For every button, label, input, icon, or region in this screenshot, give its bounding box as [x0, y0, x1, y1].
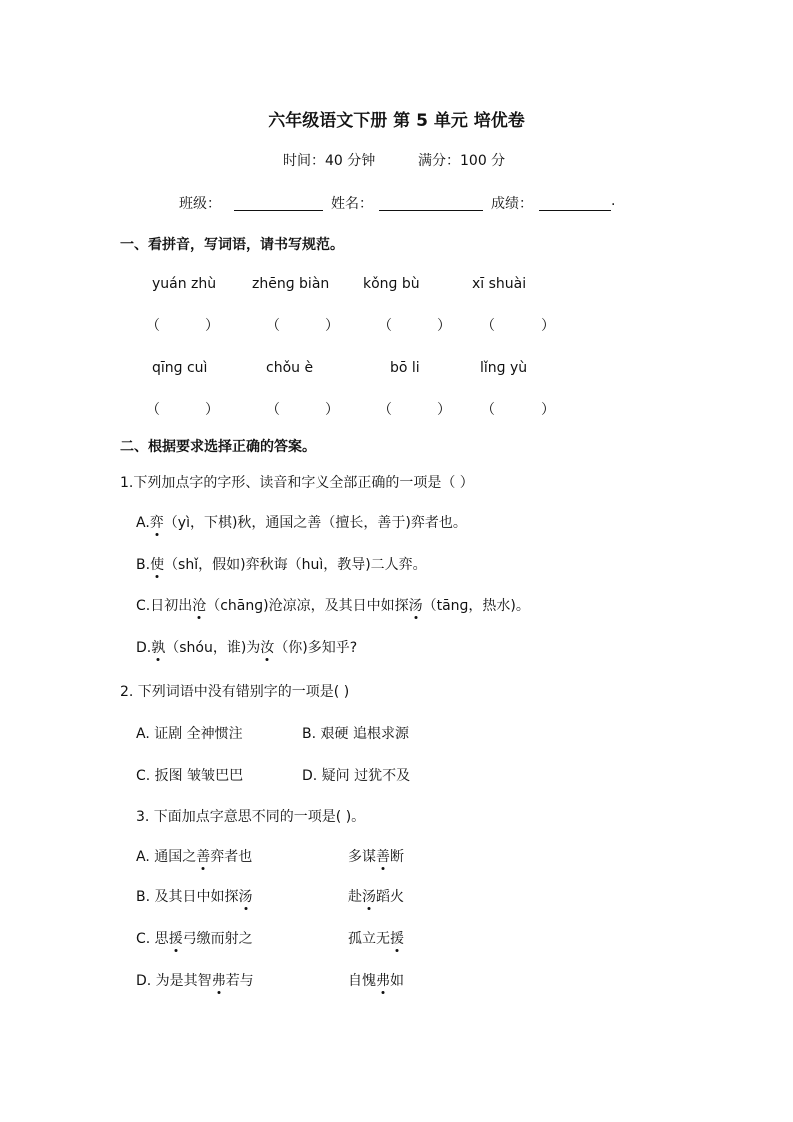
- q2-stem: 2. 下列词语中没有错别字的一项是( ): [120, 684, 350, 700]
- pinyin-item: kǒnɡ bù: [363, 276, 420, 292]
- answer-paren-open: （: [378, 318, 392, 334]
- dotted-char: 汤: [409, 595, 423, 615]
- option-text: D. 为是其智: [136, 973, 212, 989]
- answer-paren-close: ）: [325, 318, 339, 334]
- option-text: （shǐ，假如)弈秋诲（huì，教导)二人弈。: [164, 557, 427, 573]
- option-text: A. 通国之: [136, 849, 197, 865]
- option-text: 若与: [225, 973, 254, 989]
- q2-option-b[interactable]: B. 艰硬 追根求源: [302, 726, 409, 742]
- option-text: 赴: [348, 889, 362, 905]
- answer-paren-open: （: [481, 402, 495, 418]
- class-blank[interactable]: [234, 210, 323, 211]
- option-text: C. 思: [136, 931, 169, 947]
- dotted-char: 援: [390, 928, 404, 948]
- option-text: B. 及其日中如探: [136, 889, 239, 905]
- q1-option-a[interactable]: [136, 512, 467, 532]
- answer-paren-open: （: [266, 318, 280, 334]
- pinyin-item: zhēnɡ biàn: [252, 276, 330, 292]
- option-text: 多谋: [348, 849, 376, 865]
- q1-option-d[interactable]: [136, 637, 357, 657]
- option-text: 孤立无: [348, 931, 390, 947]
- q3-option-d-compare: [348, 970, 404, 990]
- option-text: 如: [390, 973, 404, 989]
- answer-paren-open: （: [146, 318, 160, 334]
- q3-stem: 3. 下面加点字意思不同的一项是( )。: [136, 809, 366, 825]
- option-label: A.: [136, 515, 150, 531]
- q3-option-c[interactable]: [136, 928, 253, 948]
- page-title: 六年级语文下册 第 5 单元 培优卷: [268, 111, 525, 131]
- grade-label: 成绩：: [491, 196, 533, 212]
- dotted-char: 援: [169, 928, 183, 948]
- dotted-char: 汤: [239, 886, 253, 906]
- dotted-char: 汤: [362, 886, 376, 906]
- dotted-char: 沧: [192, 595, 206, 615]
- q3-option-b-compare: [348, 886, 404, 906]
- q2-option-c[interactable]: C. 扳图 皱皱巴巴: [136, 768, 244, 784]
- dotted-char: 善: [196, 846, 210, 866]
- q3-option-a[interactable]: [136, 846, 252, 866]
- class-label: 班级：: [179, 196, 221, 212]
- q3-option-c-compare: [348, 928, 404, 948]
- dotted-char: 弈: [150, 512, 164, 532]
- option-text: （tānɡ，热水)。: [422, 598, 530, 614]
- answer-paren-close: ）: [437, 318, 451, 334]
- q2-option-d[interactable]: D. 疑问 过犹不及: [302, 768, 411, 784]
- dotted-char: 孰: [151, 637, 165, 657]
- end-dot: .: [611, 193, 616, 209]
- section2-heading: 二、根据要求选择正确的答案。: [120, 439, 316, 455]
- score-info: 满分：100 分: [418, 153, 506, 169]
- pinyin-item: yuán zhù: [152, 276, 217, 292]
- q2-option-a[interactable]: A. 证剧 全神惯注: [136, 726, 243, 742]
- answer-paren-close: ）: [205, 402, 219, 418]
- option-text: （shóu，谁)为: [165, 640, 261, 656]
- q1-option-c[interactable]: [136, 595, 530, 615]
- grade-blank[interactable]: [539, 210, 611, 211]
- option-text: 弓缴而射之: [182, 931, 253, 947]
- dotted-char: 汝: [260, 637, 274, 657]
- name-blank[interactable]: [379, 210, 483, 211]
- dotted-char: 弗: [212, 970, 226, 990]
- option-label: C.日初出: [136, 598, 193, 614]
- answer-paren-close: ）: [205, 318, 219, 334]
- answer-paren-close: ）: [541, 318, 555, 334]
- dotted-char: 使: [150, 554, 164, 574]
- q3-option-d[interactable]: [136, 970, 254, 990]
- pinyin-item: bō li: [390, 360, 420, 376]
- q3-option-b[interactable]: [136, 886, 253, 906]
- q1-option-b[interactable]: [136, 554, 427, 574]
- answer-paren-close: ）: [541, 402, 555, 418]
- option-label: B.: [136, 557, 151, 573]
- answer-paren-open: （: [481, 318, 495, 334]
- option-text: 弈者也: [210, 849, 253, 865]
- time-info: 时间：40 分钟: [283, 153, 376, 169]
- dotted-char: 善: [376, 846, 390, 866]
- pinyin-item: qīnɡ cuì: [152, 360, 208, 376]
- answer-paren-open: （: [378, 402, 392, 418]
- answer-paren-close: ）: [437, 402, 451, 418]
- answer-paren-close: ）: [325, 402, 339, 418]
- option-label: D.: [136, 640, 152, 656]
- section1-heading: 一、看拼音，写词语，请书写规范。: [120, 237, 344, 253]
- name-label: 姓名：: [331, 196, 373, 212]
- option-text: （chānɡ)沧凉凉，及其日中如探: [206, 598, 409, 614]
- answer-paren-open: （: [266, 402, 280, 418]
- option-text: （yì，下棋)秋，通国之善（擅长，善于)弈者也。: [163, 515, 467, 531]
- q3-option-a-compare: [348, 846, 404, 866]
- pinyin-item: xī shuài: [472, 276, 527, 292]
- option-text: 蹈火: [376, 889, 404, 905]
- q1-stem: 1.下列加点字的字形、读音和字义全部正确的一项是（ ）: [120, 475, 474, 491]
- pinyin-item: lǐnɡ yù: [480, 360, 528, 376]
- option-text: 断: [390, 849, 404, 865]
- option-text: 自愧: [348, 973, 376, 989]
- dotted-char: 弗: [376, 970, 390, 990]
- option-text: （你)多知乎?: [274, 640, 358, 656]
- answer-paren-open: （: [146, 402, 160, 418]
- pinyin-item: chǒu è: [266, 360, 314, 376]
